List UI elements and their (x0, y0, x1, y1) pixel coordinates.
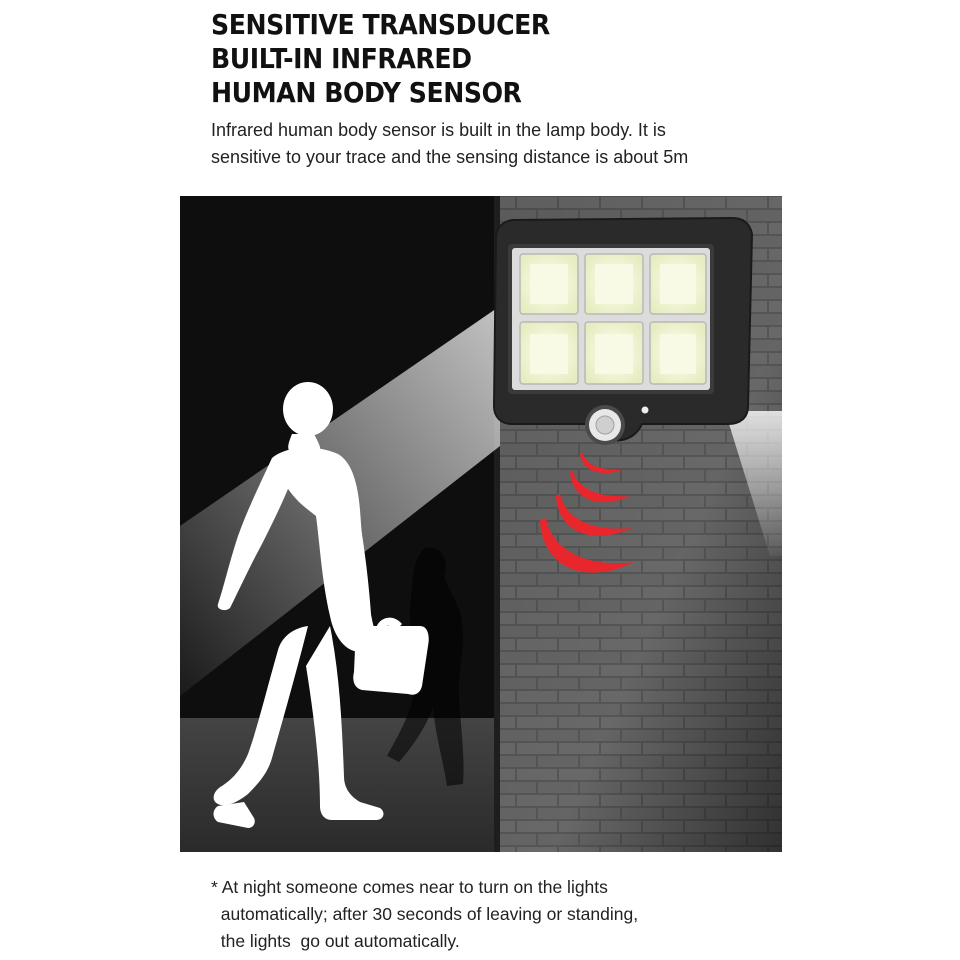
footnote-line: the lights go out automatically. (211, 931, 460, 951)
headline-line: HUMAN BODY SENSOR (211, 76, 522, 109)
headline (211, 8, 550, 110)
headline-line: SENSITIVE TRANSDUCER (211, 8, 550, 41)
sensor-scene-illustration (180, 196, 782, 852)
led-panel-lamp (494, 218, 752, 441)
intro-line: Infrared human body sensor is built in the lamp body. It is (211, 120, 666, 140)
footnote-line: * At night someone comes near to turn on the lights (211, 877, 608, 897)
footnote (211, 874, 638, 955)
headline-line: BUILT-IN INFRARED (211, 42, 472, 75)
footnote-line: automatically; after 30 seconds of leaving or standing, (211, 904, 639, 924)
intro-line: sensitive to your trace and the sensing distance is about 5m (211, 147, 689, 167)
intro-text (211, 117, 688, 171)
